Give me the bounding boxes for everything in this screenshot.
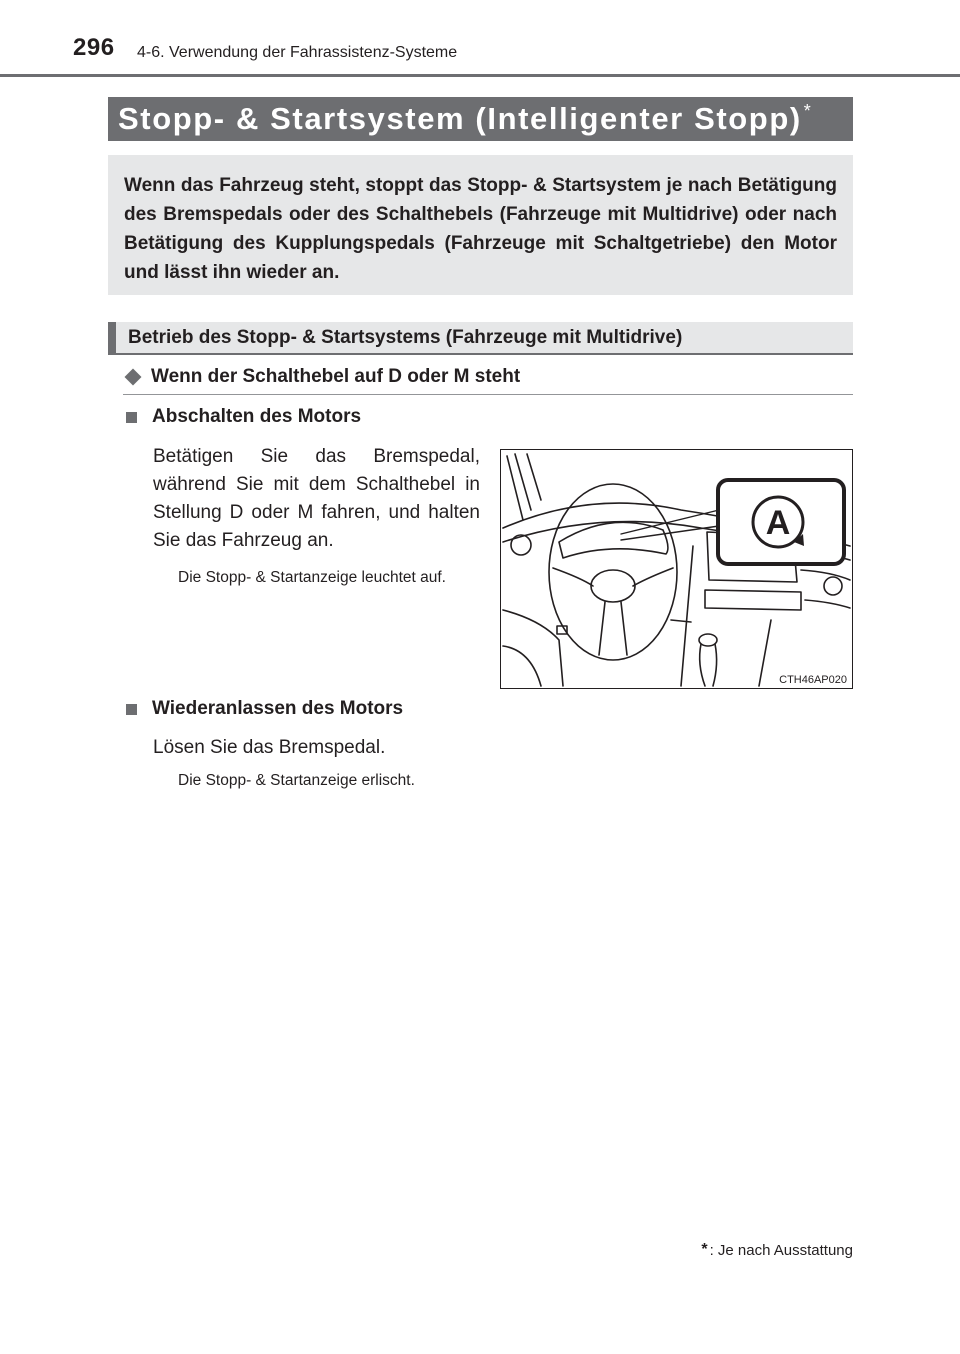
steering-spoke — [553, 568, 593, 586]
chapter-title: 4-6. Verwendung der Fahrassistenz-Systeme — [137, 44, 458, 61]
title-footnote-mark: * — [803, 101, 811, 121]
a-pillar-line — [507, 456, 523, 520]
lower-dash — [671, 620, 691, 622]
item-heading-text: Wiederanlassen des Motors — [152, 698, 404, 719]
callout-pointer — [621, 526, 719, 540]
page-number: 296 — [73, 34, 115, 61]
center-console — [681, 546, 693, 686]
item-heading-stop — [126, 406, 361, 428]
page-title: Stopp- & Startsystem (Intelligenter Stopp) — [118, 101, 802, 136]
sub-heading-text: Wenn der Schalthebel auf D oder M steht — [151, 366, 521, 387]
intro-box — [108, 155, 853, 295]
lower-dash — [503, 646, 541, 686]
callout-label: A — [765, 504, 791, 542]
steering-spoke — [621, 602, 627, 655]
header-divider — [0, 74, 960, 77]
gear-shifter — [713, 644, 717, 686]
square-bullet-icon — [126, 412, 137, 423]
right-vent — [824, 577, 842, 595]
dashboard-illustration — [500, 449, 853, 689]
gear-knob — [699, 634, 717, 646]
item-heading-restart — [126, 698, 403, 720]
item-note-restart: Die Stopp- & Startanzeige erlischt. — [178, 772, 415, 789]
figure-code: CTH46AP020 — [779, 674, 847, 686]
right-dash — [805, 600, 850, 608]
gear-shifter — [700, 644, 705, 686]
cluster-hood — [559, 522, 668, 558]
section-heading-bar — [108, 322, 853, 355]
item-body-stop: Betätigen Sie das Bremspedal, während Sie mit dem Schalthebel in Stellung D oder M fahren, und halten Sie das Fahrzeug an. — [153, 446, 480, 551]
square-bullet-icon — [126, 704, 137, 715]
center-console — [759, 620, 771, 686]
item-body-restart: Lösen Sie das Bremspedal. — [153, 737, 386, 758]
item-note-stop: Die Stopp- & Startanzeige leuchtet auf. — [178, 569, 446, 586]
footnote-mark: * — [701, 1241, 708, 1258]
left-vent — [511, 535, 531, 555]
steering-wheel — [549, 484, 677, 660]
page-title-bar — [108, 97, 853, 141]
diamond-bullet-icon — [125, 369, 142, 386]
sub-heading — [123, 366, 853, 395]
right-dash — [801, 570, 850, 580]
steering-spoke — [599, 602, 605, 655]
a-pillar-line — [515, 454, 531, 510]
a-pillar-line — [527, 454, 541, 500]
center-vent — [705, 590, 801, 610]
steering-spoke — [633, 568, 673, 586]
section-heading: Betrieb des Stopp- & Startsystems (Fahrzeuge mit Multidrive) — [128, 326, 683, 348]
steering-hub — [591, 570, 635, 602]
intro-text: Wenn das Fahrzeug steht, stoppt das Stopp- & Startsystem je nach Betätigung des Bremspedals oder des Schalthebels (Fahrzeuge mit Multidrive) oder nach Betätigung des Kupplungspedals (Fahrzeuge mit Schaltgetriebe) den Motor und lässt ihn wieder an. — [124, 175, 837, 283]
footnote-text: : Je nach Ausstattung — [709, 1241, 853, 1259]
footnote — [701, 1241, 853, 1259]
item-heading-text: Abschalten des Motors — [152, 406, 362, 427]
